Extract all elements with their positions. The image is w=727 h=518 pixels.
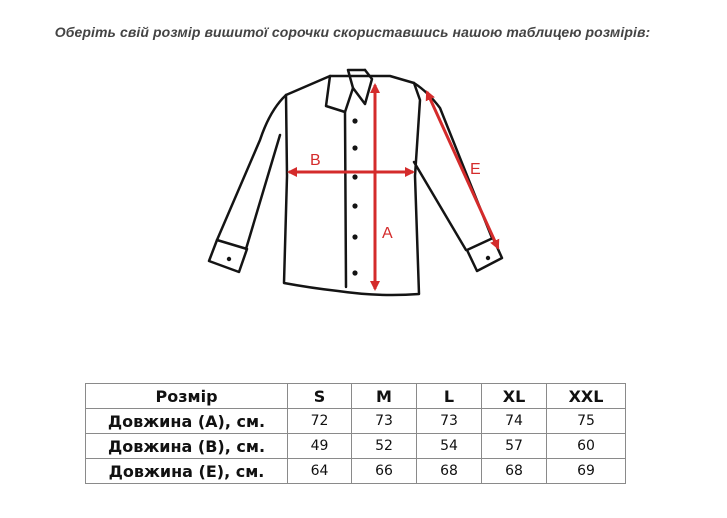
table-cell: 68	[417, 459, 482, 484]
header-size-label: Розмір	[86, 384, 288, 409]
cuff-button	[486, 256, 490, 260]
table-cell: 69	[547, 459, 626, 484]
row-label: Довжина (Е), см.	[86, 459, 288, 484]
row-label: Довжина (А), см.	[86, 409, 288, 434]
table-cell: 64	[288, 459, 352, 484]
cuff-button	[227, 257, 231, 261]
table-cell: 73	[417, 409, 482, 434]
button	[352, 270, 357, 275]
table-cell: 49	[288, 434, 352, 459]
header-size-m: M	[352, 384, 417, 409]
header-size-s: S	[288, 384, 352, 409]
shirt-body	[284, 76, 420, 295]
measurement-arrows	[289, 85, 498, 289]
button	[352, 203, 357, 208]
header-size-xxl: XXL	[547, 384, 626, 409]
table-row	[86, 434, 626, 459]
button	[352, 174, 357, 179]
table-row	[86, 459, 626, 484]
table-row	[86, 409, 626, 434]
table-cell: 66	[352, 459, 417, 484]
table-header-row	[86, 384, 626, 409]
table-cell: 60	[547, 434, 626, 459]
arrow-e	[427, 92, 498, 248]
header-size-xl: XL	[482, 384, 547, 409]
button	[352, 118, 357, 123]
label-a: A	[382, 225, 393, 242]
table-cell: 74	[482, 409, 547, 434]
table-cell: 72	[288, 409, 352, 434]
left-sleeve	[217, 95, 286, 249]
label-e: E	[470, 161, 481, 178]
table-cell: 54	[417, 434, 482, 459]
label-b: B	[310, 152, 321, 169]
shirt-outline	[209, 70, 502, 295]
page-title: Оберіть свій розмір вишитої сорочки скориставшись нашою таблицею розмірів:	[54, 24, 651, 40]
button	[352, 145, 357, 150]
table-cell: 57	[482, 434, 547, 459]
row-label: Довжина (В), см.	[86, 434, 288, 459]
shirt-placket	[345, 112, 346, 287]
table-cell: 75	[547, 409, 626, 434]
table-cell: 73	[352, 409, 417, 434]
left-cuff	[209, 240, 247, 272]
size-chart-table	[85, 383, 626, 484]
table-cell: 68	[482, 459, 547, 484]
button	[352, 234, 357, 239]
table-cell: 52	[352, 434, 417, 459]
header-size-l: L	[417, 384, 482, 409]
